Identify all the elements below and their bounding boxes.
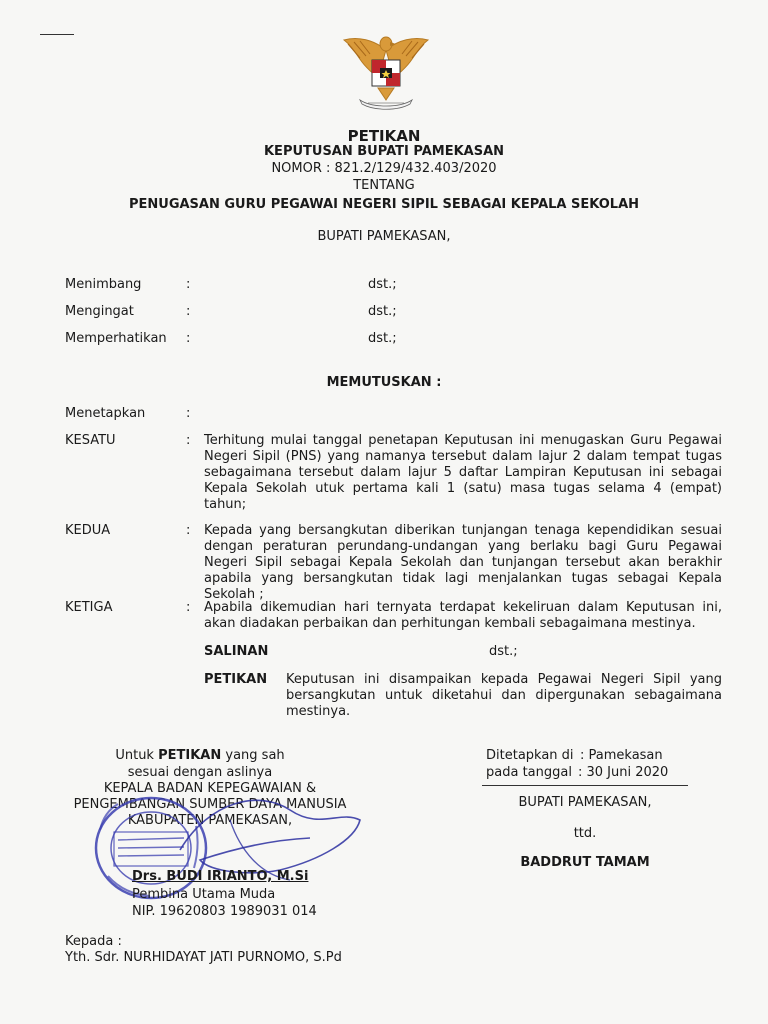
menetapkan-label: Menetapkan [65, 406, 146, 421]
consideration-value: dst.; [368, 304, 397, 319]
article-label: KEDUA [65, 523, 111, 538]
certification-suffix: yang sah [221, 748, 285, 763]
official-title-line2: PENGEMBANGAN SUMBER DAYA MANUSIA [73, 797, 347, 812]
certification-line2: sesuai dengan aslinya [127, 765, 273, 780]
official-title-line1: KEPALA BADAN KEPEGAWAIAN & [103, 781, 317, 796]
tanggal-label: pada tanggal [486, 765, 572, 780]
regent-name: BADDRUT TAMAM [520, 855, 650, 870]
consideration-colon: : [186, 331, 191, 346]
consideration-value: dst.; [368, 331, 397, 346]
consideration-colon: : [186, 304, 191, 319]
document-number: NOMOR : 821.2/129/432.403/2020 [271, 161, 497, 176]
document-subject: PENUGASAN GURU PEGAWAI NEGERI SIPIL SEBAGAI KEPALA SEKOLAH [128, 197, 640, 212]
garuda-emblem-icon [338, 30, 434, 112]
salinan-label: SALINAN [204, 644, 269, 659]
article-colon: : [186, 523, 191, 538]
tentang-label: TENTANG [353, 178, 415, 193]
document-subtitle: KEPUTUSAN BUPATI PAMEKASAN [263, 144, 505, 159]
petikan-note-label: PETIKAN [204, 672, 268, 687]
consideration-label: Memperhatikan [65, 331, 167, 346]
certification-bold: PETIKAN [158, 748, 222, 763]
official-title-line3: KABUPATEN PAMEKASAN, [127, 813, 293, 828]
regent-title: BUPATI PAMEKASAN, [518, 795, 652, 810]
article-text: Apabila dikemudian hari ternyata terdapat kekeliruan dalam Keputusan ini, akan diadakan perbaikan dan perhitungan kembali sebagaimana mestinya. [204, 600, 722, 631]
regent-ttd: ttd. [573, 826, 597, 841]
official-nip: NIP. 19620803 1989031 014 [132, 904, 317, 919]
issuing-authority: BUPATI PAMEKASAN, [317, 229, 451, 244]
recipient-name: Yth. Sdr. NURHIDAYAT JATI PURNOMO, S.Pd [65, 950, 342, 965]
scan-mark [40, 34, 74, 35]
certification-prefix: Untuk [115, 748, 159, 763]
salinan-value: dst.; [489, 644, 518, 659]
article-text: Kepada yang bersangkutan diberikan tunjangan tenaga kependidikan sesuai dengan peraturan perundang-undangan yang berlaku bagi Guru Pegawai Negeri Sipil sebagai Kepala Sekolah dan tunjangan tersebut akan berakhir apabila yang bersangkutan tidak lagi menjalankan tugas sebagai Kepala Sekolah ; [204, 523, 722, 602]
consideration-value: dst.; [368, 277, 397, 292]
article-label: KESATU [65, 433, 116, 448]
tanggal-value: : 30 Juni 2020 [578, 765, 669, 780]
official-name: Drs. BUDI IRIANTO, M.Si [132, 869, 309, 884]
recipient-heading: Kepada : [65, 934, 122, 949]
article-colon: : [186, 433, 191, 448]
consideration-colon: : [186, 277, 191, 292]
certification-line1 [100, 748, 300, 763]
consideration-label: Mengingat [65, 304, 134, 319]
ditetapkan-value: : Pamekasan [580, 748, 663, 763]
decision-heading: MEMUTUSKAN : [326, 375, 442, 390]
consideration-label: Menimbang [65, 277, 142, 292]
article-text: Terhitung mulai tanggal penetapan Keputusan ini menugaskan Guru Pegawai Negeri Sipil (PNS) yang namanya tersebut dalam lajur 2 dalam tempat tugas sebagaimana tersebut dalam lajur 5 daftar Lampiran Keputusan ini sebagai Kepala Sekolah utuk pertama kali 1 (satu) masa tugas selama 4 (empat) tahun; [204, 433, 722, 512]
article-colon: : [186, 600, 191, 615]
document-title: PETIKAN [347, 127, 421, 145]
petikan-note-text: Keputusan ini disampaikan kepada Pegawai Negeri Sipil yang bersangkutan untuk diketahui dan dipergunakan sebagaimana mestinya. [286, 672, 722, 719]
menetapkan-colon: : [186, 406, 191, 421]
official-rank: Pembina Utama Muda [132, 887, 276, 902]
article-label: KETIGA [65, 600, 113, 615]
signature-divider [482, 785, 688, 786]
ditetapkan-label: Ditetapkan di [486, 748, 574, 763]
